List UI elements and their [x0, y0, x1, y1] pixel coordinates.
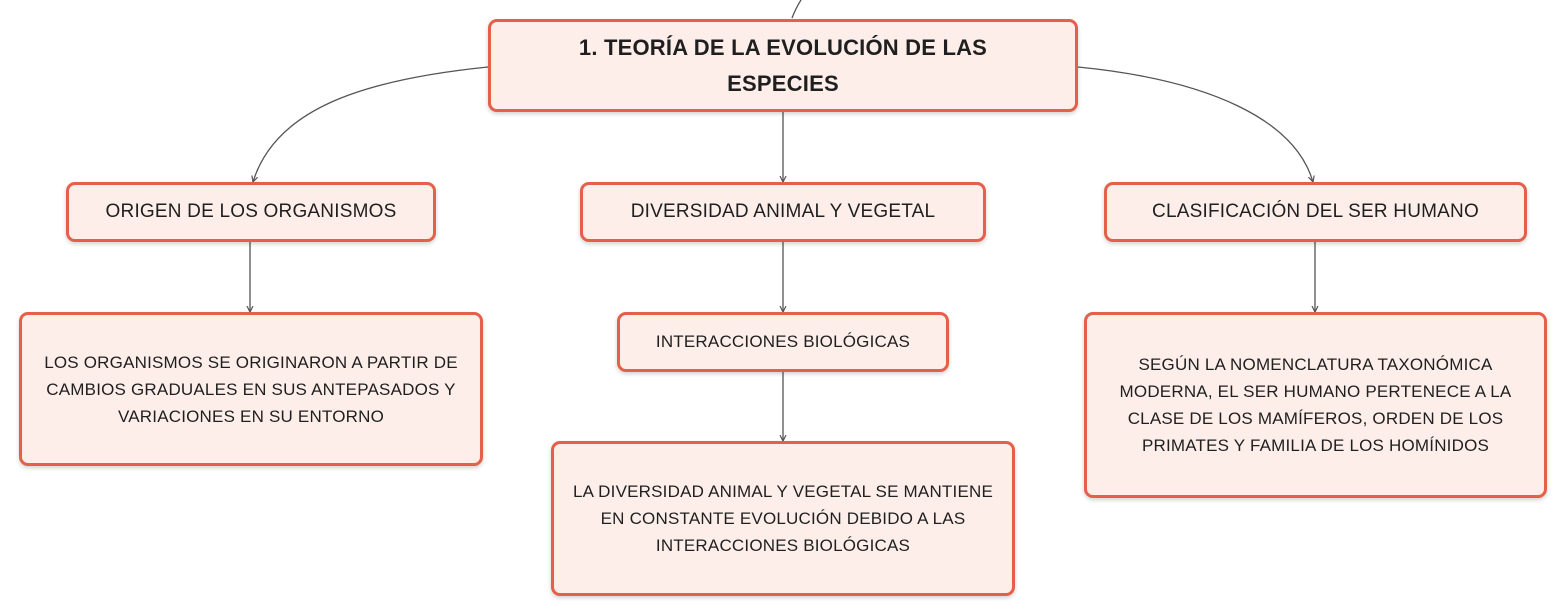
- topic-diversidad[interactable]: [580, 182, 986, 242]
- root-topic[interactable]: [488, 19, 1078, 112]
- subtopic-diversidad-detail-text: LA DIVERSIDAD ANIMAL Y VEGETAL SE MANTIENE EN CONSTANTE EVOLUCIÓN DEBIDO A LAS INTERACCIONES BIOLÓGICAS: [573, 482, 993, 555]
- topic-clasificacion-label: CLASIFICACIÓN DEL SER HUMANO: [1152, 201, 1479, 222]
- subtopic-origen-detail-text: LOS ORGANISMOS SE ORIGINARON A PARTIR DE CAMBIOS GRADUALES EN SUS ANTEPASADOS Y VARIACIONES EN SU ENTORNO: [44, 352, 458, 426]
- connector-root-to-clasificacion: [1078, 67, 1313, 182]
- topic-clasificacion[interactable]: [1104, 182, 1527, 242]
- subtopic-interacciones-label: INTERACCIONES BIOLÓGICAS: [655, 332, 911, 351]
- topic-origen[interactable]: [66, 182, 436, 242]
- connector-root-to-origen: [253, 67, 488, 182]
- root-topic-label: 1. TEORÍA DE LA EVOLUCIÓN DE LAS ESPECIES: [578, 34, 988, 96]
- subtopic-origen-detail[interactable]: [19, 312, 483, 466]
- subtopic-clasificacion-detail[interactable]: [1084, 312, 1547, 498]
- subtopic-interacciones[interactable]: [617, 312, 949, 372]
- parent-connector: [792, 0, 805, 18]
- topic-diversidad-label: DIVERSIDAD ANIMAL Y VEGETAL: [630, 201, 936, 222]
- subtopic-clasificacion-detail-text: SEGÚN LA NOMENCLATURA TAXONÓMICA MODERNA, EL SER HUMANO PERTENECE A LA CLASE DE LOS MAMÍFEROS, ORDEN DE LOS PRIMATES Y FAMILIA DE LOS HOMÍNIDOS: [1119, 355, 1512, 455]
- subtopic-diversidad-detail[interactable]: [551, 441, 1015, 596]
- topic-origen-label: ORIGEN DE LOS ORGANISMOS: [105, 201, 397, 222]
